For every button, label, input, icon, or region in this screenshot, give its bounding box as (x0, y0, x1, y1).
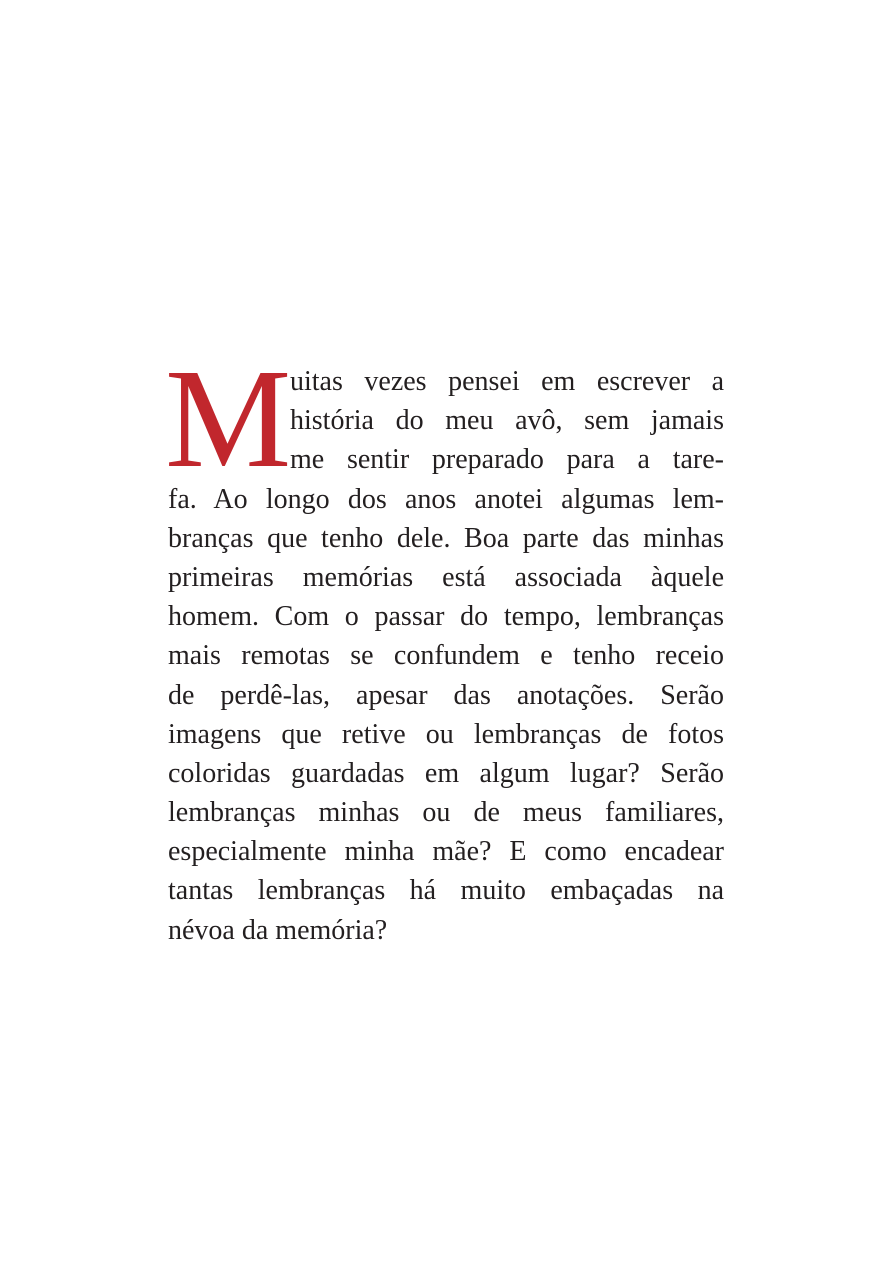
text-line: fa. Ao longo dos anos anotei algumas lem- (168, 483, 724, 515)
drop-cap (165, 339, 292, 497)
text-line: névoa da memória? (168, 914, 388, 946)
text-line: branças que tenho dele. Boa parte das minhas (168, 522, 724, 554)
paragraph (165, 339, 724, 950)
text-line: primeiras memórias está associada àquele (168, 561, 724, 593)
text-line: imagens que retive ou lembranças de fotos (168, 718, 724, 750)
text-line: tantas lembranças há muito embaçadas na (168, 875, 724, 907)
text-line: me sentir preparado para a tare- (290, 444, 724, 476)
text-line: mais remotas se confundem e tenho receio (168, 640, 724, 672)
text-line: especialmente minha mãe? E como encadear (168, 836, 724, 868)
text-line: uitas vezes pensei em escrever a (290, 366, 724, 397)
text-line: coloridas guardadas em algum lugar? Serão (168, 757, 724, 789)
text-line: de perdê-las, apesar das anotações. Serão (168, 679, 724, 711)
text-line: homem. Com o passar do tempo, lembranças (168, 601, 724, 633)
text-line: lembranças minhas ou de meus familiares, (168, 797, 724, 829)
drop-cap-letter: M (165, 339, 292, 497)
text-line: história do meu avô, sem jamais (290, 405, 724, 437)
